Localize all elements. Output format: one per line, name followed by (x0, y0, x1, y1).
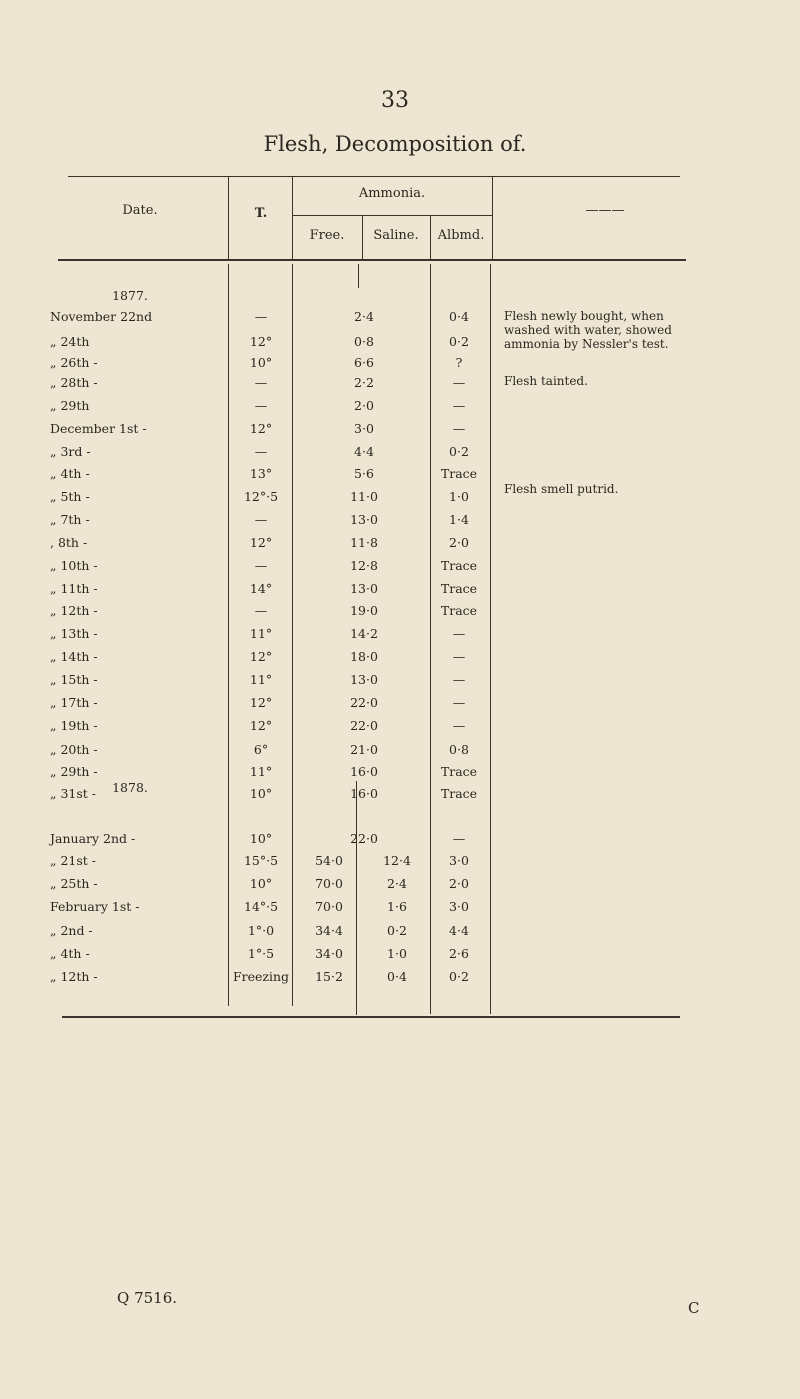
row-ammonia-albmd: 0·2 (449, 334, 469, 349)
row-temperature: 10° (249, 355, 273, 370)
row-ammonia-free: 70·0 (315, 876, 343, 891)
row-date: „ 21st - (50, 853, 96, 868)
row-ammonia-albmd: Trace (440, 466, 478, 481)
row-ammonia-combined: 22·0 (350, 718, 378, 733)
row-ammonia-combined: 0·8 (354, 334, 374, 349)
row-ammonia-albmd: — (452, 375, 466, 390)
row-date: „ 10th - (50, 558, 98, 573)
row-temperature: 1°·0 (247, 923, 275, 938)
row-temperature: 12° (249, 334, 273, 349)
row-temperature: 12° (249, 695, 273, 710)
row-date: „ 17th - (50, 695, 98, 710)
year-label: 1878. (112, 780, 148, 795)
row-temperature: — (254, 512, 268, 527)
row-ammonia-saline: 0·4 (387, 969, 407, 984)
row-ammonia-free: 34·4 (315, 923, 343, 938)
header-ammonia: Ammonia. (358, 186, 426, 201)
table-bottom-rule (62, 1016, 680, 1018)
row-ammonia-albmd: 3·0 (449, 853, 469, 868)
row-ammonia-albmd: 3·0 (449, 899, 469, 914)
row-ammonia-combined: 19·0 (350, 603, 378, 618)
row-date: „ 14th - (50, 649, 98, 664)
row-date: January 2nd - (50, 831, 136, 846)
remark-line: Flesh newly bought, when (504, 309, 664, 323)
row-date: „ 25th - (50, 876, 98, 891)
row-ammonia-free: 54·0 (315, 853, 343, 868)
row-ammonia-free: 15·2 (315, 969, 343, 984)
row-ammonia-combined: 16·0 (350, 786, 378, 801)
row-ammonia-combined: 13·0 (350, 512, 378, 527)
row-ammonia-combined: 14·2 (350, 626, 378, 641)
row-ammonia-albmd: 1·4 (449, 512, 469, 527)
row-ammonia-albmd: Trace (440, 603, 478, 618)
row-temperature: 11° (249, 672, 273, 687)
header-free: Free. (309, 228, 345, 243)
row-temperature: — (254, 444, 268, 459)
year-label: 1877. (112, 288, 148, 303)
row-date: „ 12th - (50, 603, 98, 618)
row-ammonia-albmd: 0·8 (449, 742, 469, 757)
col-rule-free-body-top (358, 264, 359, 288)
row-date: „ 20th - (50, 742, 98, 757)
page-number: 33 (381, 88, 409, 113)
row-temperature: 13° (249, 466, 273, 481)
row-date: „ 12th - (50, 969, 98, 984)
row-date: „ 31st - (50, 786, 96, 801)
remark (504, 309, 672, 351)
row-ammonia-albmd: — (452, 831, 466, 846)
row-temperature: Freezing (232, 969, 290, 984)
row-ammonia-albmd: Trace (440, 558, 478, 573)
remark-line: washed with water, showed (504, 323, 672, 337)
col-rule-date (228, 176, 229, 260)
row-ammonia-albmd: 2·0 (449, 876, 469, 891)
remark-line: Flesh smell putrid. (504, 482, 619, 496)
col-rule-albmd-body (490, 264, 491, 1014)
row-ammonia-albmd: 0·2 (449, 969, 469, 984)
col-rule-t-body (292, 264, 293, 1006)
row-ammonia-combined: 11·0 (350, 489, 378, 504)
row-ammonia-combined: 6·6 (354, 355, 374, 370)
row-ammonia-saline: 1·0 (387, 946, 407, 961)
ammonia-subheader-rule (292, 215, 492, 216)
row-ammonia-albmd: Trace (440, 764, 478, 779)
row-date: , 8th - (50, 535, 88, 550)
header-remarks: ——— (585, 203, 625, 218)
row-temperature: 14° (249, 581, 273, 596)
row-temperature: 10° (249, 786, 273, 801)
row-date: „ 29th (50, 398, 90, 413)
row-ammonia-combined: 21·0 (350, 742, 378, 757)
row-date: „ 2nd - (50, 923, 93, 938)
remark (504, 374, 588, 388)
row-ammonia-albmd: — (452, 649, 466, 664)
row-date: „ 7th - (50, 512, 90, 527)
row-date: December 1st - (50, 421, 147, 436)
col-rule-albmd (492, 176, 493, 260)
row-ammonia-albmd: — (452, 718, 466, 733)
row-date: November 22nd (50, 309, 153, 324)
row-temperature: 10° (249, 831, 273, 846)
row-ammonia-albmd: 4·4 (449, 923, 469, 938)
row-ammonia-albmd: Trace (440, 786, 478, 801)
row-ammonia-combined: 22·0 (350, 695, 378, 710)
row-ammonia-combined: 11·8 (350, 535, 378, 550)
row-ammonia-albmd: 0·2 (449, 444, 469, 459)
row-ammonia-albmd: — (452, 626, 466, 641)
row-date: „ 3rd - (50, 444, 91, 459)
row-ammonia-albmd: 0·4 (449, 309, 469, 324)
row-temperature: 11° (249, 626, 273, 641)
header-albmd: Albmd. (437, 228, 485, 243)
row-ammonia-combined: 18·0 (350, 649, 378, 664)
row-temperature: 12° (249, 421, 273, 436)
row-date: February 1st - (50, 899, 140, 914)
row-ammonia-albmd: ? (455, 355, 463, 370)
row-temperature: — (254, 558, 268, 573)
header-date: Date. (122, 203, 158, 218)
row-temperature: 12° (249, 649, 273, 664)
row-date: „ 26th - (50, 355, 98, 370)
row-date: „ 11th - (50, 581, 98, 596)
footer-sheet-mark: C (688, 1299, 700, 1317)
row-date: „ 4th - (50, 466, 90, 481)
row-ammonia-combined: 16·0 (350, 764, 378, 779)
row-ammonia-combined: 13·0 (350, 581, 378, 596)
col-rule-date-body (228, 264, 229, 1006)
row-date: „ 13th - (50, 626, 98, 641)
row-temperature: — (254, 398, 268, 413)
page-title: Flesh, Decomposition of. (263, 132, 527, 156)
row-temperature: 15°·5 (243, 853, 279, 868)
row-ammonia-combined: 3·0 (354, 421, 374, 436)
row-temperature: 6° (253, 742, 269, 757)
header-saline: Saline. (373, 228, 419, 243)
row-date: „ 29th - (50, 764, 98, 779)
row-date: „ 24th (50, 334, 90, 349)
row-ammonia-combined: 22·0 (350, 831, 378, 846)
row-ammonia-albmd: — (452, 398, 466, 413)
row-temperature: 12°·5 (243, 489, 279, 504)
row-ammonia-combined: 2·0 (354, 398, 374, 413)
footer-signature: Q 7516. (117, 1289, 178, 1307)
table-top-rule (68, 176, 680, 177)
row-ammonia-albmd: 1·0 (449, 489, 469, 504)
row-ammonia-combined: 4·4 (354, 444, 374, 459)
row-temperature: 12° (249, 535, 273, 550)
header-bottom-rule (58, 259, 686, 261)
row-ammonia-albmd: 2·6 (449, 946, 469, 961)
row-temperature: — (254, 309, 268, 324)
remark-line: Flesh tainted. (504, 374, 588, 388)
row-ammonia-saline: 0·2 (387, 923, 407, 938)
row-ammonia-free: 34·0 (315, 946, 343, 961)
row-temperature: 11° (249, 764, 273, 779)
row-ammonia-albmd: — (452, 421, 466, 436)
row-ammonia-combined: 5·6 (354, 466, 374, 481)
row-date: „ 4th - (50, 946, 90, 961)
row-ammonia-saline: 1·6 (387, 899, 407, 914)
row-date: „ 28th - (50, 375, 98, 390)
row-ammonia-combined: 2·2 (354, 375, 374, 390)
row-ammonia-albmd: 2·0 (449, 535, 469, 550)
remark (504, 482, 618, 496)
row-ammonia-combined: 13·0 (350, 672, 378, 687)
row-ammonia-albmd: — (452, 695, 466, 710)
row-ammonia-saline: 12·4 (383, 853, 411, 868)
row-temperature: — (254, 375, 268, 390)
row-temperature: 1°·5 (247, 946, 275, 961)
row-date: „ 5th - (50, 489, 90, 504)
row-ammonia-saline: 2·4 (387, 876, 407, 891)
row-temperature: — (254, 603, 268, 618)
row-temperature: 14°·5 (243, 899, 279, 914)
row-ammonia-albmd: Trace (440, 581, 478, 596)
row-temperature: 10° (249, 876, 273, 891)
header-t: T. (254, 206, 268, 221)
row-ammonia-albmd: — (452, 672, 466, 687)
row-ammonia-combined: 2·4 (354, 309, 374, 324)
row-date: „ 19th - (50, 718, 98, 733)
remark-line: ammonia by Nessler's test. (504, 337, 669, 351)
row-date: „ 15th - (50, 672, 98, 687)
row-ammonia-combined: 12·8 (350, 558, 378, 573)
row-temperature: 12° (249, 718, 273, 733)
row-ammonia-free: 70·0 (315, 899, 343, 914)
